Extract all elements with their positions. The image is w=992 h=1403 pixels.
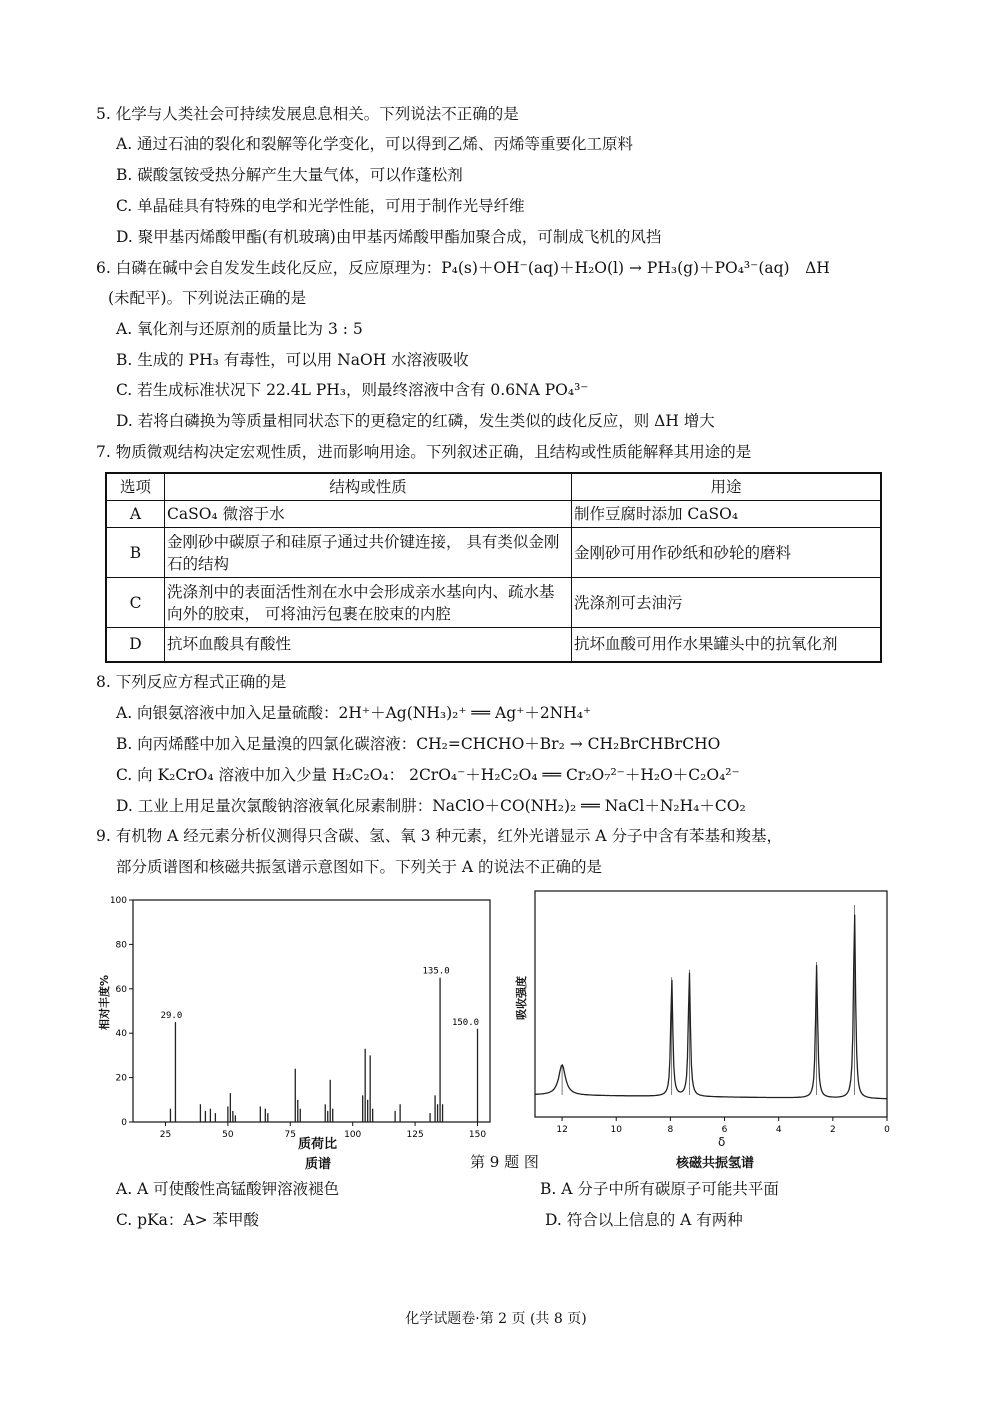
q8-option-d: D. 工业上用足量次氯酸钠溶液氧化尿素制肼：NaClO＋CO(NH₂)₂ ══ NaCl＋N₂H₄＋CO₂	[116, 797, 746, 815]
q6-stem-suffix: (未配平)。下列说法正确的是	[108, 289, 307, 307]
table-header-cell: 选项	[106, 473, 165, 501]
table-row	[106, 528, 881, 578]
q6-option-c: C. 若生成标准状况下 22.4L PH₃，则最终溶液中含有 0.6NA PO₄³⁻	[116, 381, 589, 399]
table-cell: B	[106, 528, 165, 578]
ms-xtick-label: 75	[284, 1130, 297, 1140]
table-cell: A	[106, 501, 165, 528]
table-cell: D	[106, 628, 165, 662]
table-cell: CaSO₄ 微溶于水	[165, 501, 572, 528]
ms-ytick-label: 80	[115, 940, 127, 951]
ms-ytick-label: 40	[115, 1029, 127, 1040]
table-row	[106, 501, 881, 528]
table-cell: 制作豆腐时添加 CaSO₄	[572, 501, 882, 528]
nmr-ylabel: 吸收强度	[515, 976, 528, 1020]
ms-frame	[133, 900, 490, 1122]
nmr-xtick-label: 2	[829, 1125, 836, 1135]
nmr-spectrum-chart	[510, 885, 895, 1150]
nmr-xtick-label: 0	[884, 1125, 890, 1135]
q5-option-a: A. 通过石油的裂化和裂解等化学变化，可以得到乙烯、丙烯等重要化工原料	[116, 135, 634, 153]
q5-stem: 5. 化学与人类社会可持续发展息息相关。下列说法不正确的是	[96, 105, 519, 123]
q5-option-d: D. 聚甲基丙烯酸甲酯(有机玻璃)由甲基丙烯酸甲酯加聚合成，可制成飞机的风挡	[116, 228, 662, 246]
nmr-trace	[535, 915, 887, 1099]
table-cell: 金刚砂可用作砂纸和砂轮的磨料	[572, 528, 882, 578]
figure-caption: 第 9 题 图	[470, 1153, 539, 1171]
table-cell: 抗坏血酸可用作水果罐头中的抗氧化剂	[572, 628, 882, 662]
table-cell: 抗坏血酸具有酸性	[165, 628, 572, 662]
ms-xtick-label: 25	[159, 1130, 172, 1140]
q6-option-d: D. 若将白磷换为等质量相同状态下的更稳定的红磷，发生类似的歧化反应，则 ΔH 增大	[116, 412, 715, 430]
table-header-cell: 结构或性质	[165, 473, 572, 501]
table-header-row	[106, 473, 881, 501]
nmr-xtick-label: 12	[556, 1125, 568, 1135]
q5-option-c: C. 单晶硅具有特殊的电学和光学性能，可用于制作光导纤维	[116, 197, 525, 215]
q9-option-a: A. A 可使酸性高锰酸钾溶液褪色	[116, 1180, 340, 1198]
ms-ytick-label: 100	[109, 896, 127, 906]
table-row	[106, 578, 881, 628]
ms-peak-label: 29.0	[160, 1011, 183, 1022]
table-cell: C	[106, 578, 165, 628]
q8-stem: 8. 下列反应方程式正确的是	[96, 673, 287, 691]
ms-xtick-label: 150	[468, 1130, 487, 1140]
q6-stem	[96, 258, 830, 278]
ms-peak-label: 150.0	[451, 1017, 480, 1028]
ms-title: 质谱	[305, 1157, 332, 1172]
q6-stem-prefix: 6. 白磷在碱中会自发发生歧化反应，反应原理为：	[96, 259, 442, 277]
q6-equation: P₄(s)＋OH⁻(aq)＋H₂O(l) → PH₃(g)＋PO₄³⁻(aq) ΔH	[441, 259, 830, 277]
q9-stem-line2: 部分质谱图和核磁共振氢谱示意图如下。下列关于 A 的说法不正确的是	[116, 858, 603, 876]
table-cell: 洗涤剂可去油污	[572, 578, 882, 628]
q8-option-a: A. 向银氨溶液中加入足量硫酸：2H⁺＋Ag(NH₃)₂⁺ ══ Ag⁺＋2NH₄⁺	[116, 704, 592, 722]
nmr-title: 核磁共振氢谱	[676, 1156, 755, 1171]
table-header-cell: 用途	[572, 473, 882, 501]
ms-xtick-label: 50	[222, 1130, 234, 1140]
nmr-xtick-label: 8	[667, 1125, 674, 1135]
ms-xlabel: 质荷比	[298, 1137, 338, 1152]
q8-option-b: B. 向丙烯醛中加入足量溴的四氯化碳溶液：CH₂=CHCHO＋Br₂ → CH₂BrCHBrCHO	[116, 735, 721, 753]
nmr-xtick-label: 4	[775, 1125, 782, 1135]
mass-spectrum-chart	[95, 885, 500, 1150]
q9-option-c: C. pKa：A> 苯甲酸	[116, 1211, 260, 1229]
q6-option-b: B. 生成的 PH₃ 有毒性，可以用 NaOH 水溶液吸收	[116, 351, 469, 369]
ms-ytick-label: 20	[115, 1073, 127, 1084]
ms-xtick-label: 125	[406, 1130, 424, 1140]
table-cell: 洗涤剂中的表面活性剂在水中会形成亲水基向内、疏水基向外的胶束， 可将油污包裹在胶束的内腔	[165, 578, 572, 628]
q9-stem-line1: 9. 有机物 A 经元素分析仪测得只含碳、氢、氧 3 种元素，红外光谱显示 A 分子中含有苯基和羧基，	[96, 827, 783, 845]
nmr-xtick-label: 10	[610, 1125, 622, 1135]
ms-xtick-label: 100	[344, 1130, 362, 1140]
q7-table	[105, 472, 882, 663]
ms-peak-label: 135.0	[422, 966, 450, 977]
page-footer: 化学试题卷·第 2 页 (共 8 页)	[405, 1311, 587, 1327]
q6-option-a: A. 氧化剂与还原剂的质量比为 3 : 5	[116, 320, 363, 338]
table-cell: 金刚砂中碳原子和硅原子通过共价键连接， 具有类似金刚石的结构	[165, 528, 572, 578]
table-row	[106, 628, 881, 662]
q9-option-d: D. 符合以上信息的 A 有两种	[545, 1211, 743, 1229]
q7-stem: 7. 物质微观结构决定宏观性质，进而影响用途。下列叙述正确，且结构或性质能解释其用途的是	[96, 443, 752, 461]
ms-ylabel: 相对丰度%	[98, 974, 111, 1030]
ms-ytick-label: 60	[115, 984, 127, 995]
ms-ytick-label: 0	[121, 1118, 127, 1128]
nmr-frame	[535, 891, 887, 1117]
q8-option-c: C. 向 K₂CrO₄ 溶液中加入少量 H₂C₂O₄： 2CrO₄⁻＋H₂C₂O₄ ══ Cr₂O₇²⁻＋H₂O＋C₂O₄²⁻	[116, 766, 740, 784]
q9-option-b: B. A 分子中所有碳原子可能共平面	[540, 1180, 779, 1198]
nmr-xlabel: δ	[718, 1135, 726, 1149]
nmr-xtick-label: 6	[721, 1125, 728, 1135]
q5-option-b: B. 碳酸氢铵受热分解产生大量气体，可以作蓬松剂	[116, 166, 463, 184]
